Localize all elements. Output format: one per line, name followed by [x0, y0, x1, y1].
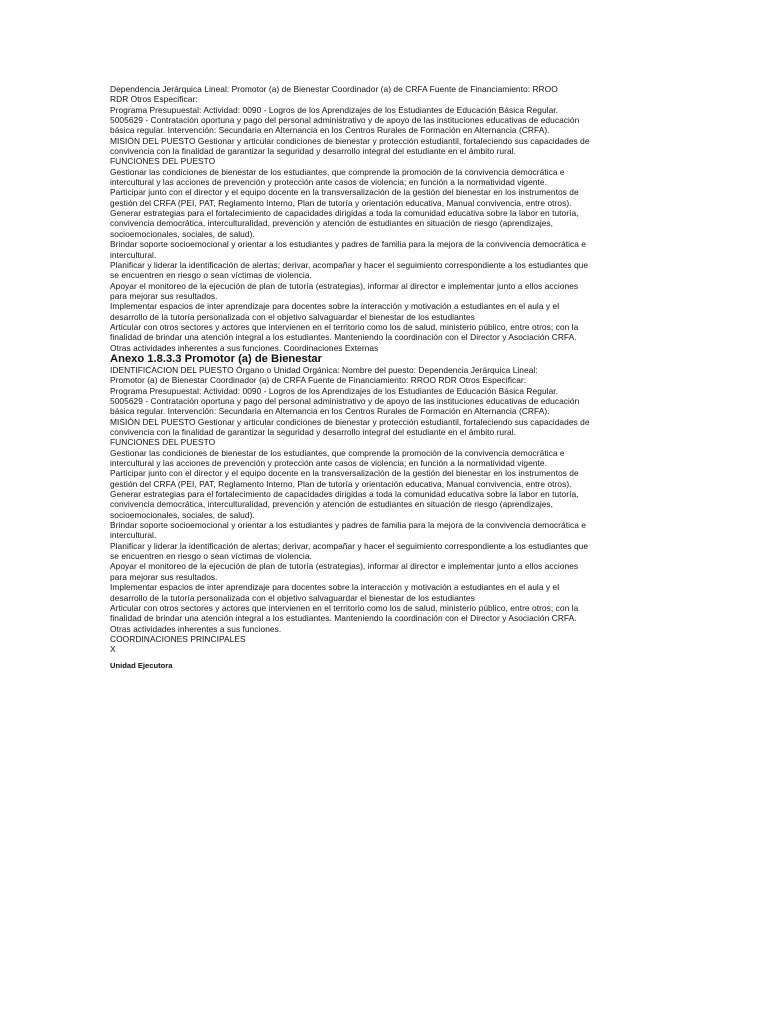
text-line: desarrollo de la tutoría personalizada con el objetivo salvaguardar el bienestar de los estudiantes: [110, 592, 475, 603]
text-line: Planificar y liderar la identificación de alertas; derivar, acompañar y hacer el seguimiento correspondiente a los estudiantes que: [110, 540, 589, 551]
text-line: intercultural.: [110, 249, 157, 260]
text-line: FUNCIONES DEL PUESTO: [110, 437, 216, 448]
text-line: Dependencia Jerárquica Lineal: Promotor (a) de Bienestar Coordinador (a) de CRFA Fuente de Financiamiento: RROO: [110, 84, 558, 94]
text-line: Brindar soporte socioemocional y orientar a los estudiantes y padres de familia para la mejora de la convivencia democrática e: [110, 520, 587, 531]
text-line: X: [110, 644, 116, 655]
text-line: Promotor (a) de Bienestar Coordinador (a) de CRFA Fuente de Financiamiento: RROO RDR Otros Especificar:: [110, 375, 527, 386]
text-line: Brindar soporte socioemocional y orientar a los estudiantes y padres de familia para la mejora de la convivencia democrática e: [110, 239, 587, 250]
text-line: MISIÓN DEL PUESTO Gestionar y articular condiciones de bienestar y protección estudiantil, fortaleciendo sus capacidades de: [110, 416, 590, 427]
text-line: se encuentren en riesgo o sean víctimas de violencia.: [110, 270, 312, 281]
text-line: desarrollo de la tutoría personalizada con el objetivo salvaguardar el bienestar de los estudiantes: [110, 311, 475, 322]
text-line: básica regular. Intervención: Secundaria en Alternancia en los Centros Rurales de Formación en Alternancia (CRFA).: [110, 125, 550, 136]
text-line: gestión del CRFA (PEI, PAT, Reglamento Interno, Plan de tutoría y orientación educativa, Manual convivencia, entre otros).: [110, 478, 572, 489]
text-block-2: [110, 365, 650, 655]
text-line: Participar junto con el director y el equipo docente en la transversalización de la gestión del bienestar en los instrumentos de: [110, 468, 579, 479]
annex-heading: Anexo 1.8.3.3 Promotor (a) de Bienestar: [110, 352, 323, 365]
text-line: Programa Presupuestal: Actividad: 0090 - Logros de los Aprendizajes de los Estudiantes de Educación Básica Regular.: [110, 104, 559, 115]
text-line: socioemocionales, sociales, de salud).: [110, 509, 255, 520]
text-line: Programa Presupuestal: Actividad: 0090 - Logros de los Aprendizajes de los Estudiantes de Educación Básica Regular.: [110, 385, 559, 396]
text-line: intercultural.: [110, 530, 157, 541]
document-page: [110, 84, 650, 673]
text-line: COORDINACIONES PRINCIPALES: [110, 633, 246, 644]
text-line: Planificar y liderar la identificación de alertas; derivar, acompañar y hacer el seguimiento correspondiente a los estudiantes que: [110, 259, 589, 270]
text-line: Articular con otros sectores y actores que intervienen en el territorio como los de salud, ministerio público, entre otros; con la: [110, 602, 579, 613]
text-line: Otras actividades inherentes a sus funciones.: [110, 623, 282, 634]
text-line: convivencia democrática, interculturalidad, prevención y atención de estudiantes en situación de riesgo (aprendizajes,: [110, 499, 554, 510]
text-line: Generar estrategias para el fortalecimiento de capacidades dirigidas a toda la comunidad educativa sobre la labor en tutoría,: [110, 208, 579, 219]
text-line: básica regular. Intervención: Secundaria en Alternancia en los Centros Rurales de Formación en Alternancia (CRFA).: [110, 406, 550, 417]
text-line: Articular con otros sectores y actores que intervienen en el territorio como los de salud, ministerio público, entre otros; con la: [110, 321, 579, 332]
text-line: Participar junto con el director y el equipo docente en la transversalización de la gestión del bienestar en los instrumentos de: [110, 187, 579, 198]
text-block-1: [110, 84, 650, 353]
text-line: gestión del CRFA (PEI, PAT, Reglamento Interno, Plan de tutoría y orientación educativa, Manual convivencia, entre otros).: [110, 197, 572, 208]
text-line: FUNCIONES DEL PUESTO: [110, 156, 216, 167]
text-line: 5005629 - Contratación oportuna y pago del personal administrativo y de apoyo de las instituciones educativas de educación: [110, 115, 580, 126]
text-line: intercultural y las acciones de prevención y protección ante casos de violencia; en función a la normatividad vigente.: [110, 177, 547, 188]
text-line: Apoyar el monitoreo de la ejecución de plan de tutoría (estrategias), informar al director e implementar junto a ellos acciones: [110, 280, 579, 291]
text-line: socioemocionales, sociales, de salud).: [110, 228, 255, 239]
text-line: Gestionar las condiciones de bienestar de los estudiantes, que comprende la promoción de la convivencia democrática e: [110, 166, 565, 177]
text-line: intercultural y las acciones de prevención y protección ante casos de violencia; en función a la normatividad vigente.: [110, 458, 547, 469]
unidad-ejecutora-label: Unidad Ejecutora: [110, 660, 173, 670]
text-line: para mejorar sus resultados.: [110, 571, 218, 582]
text-line: Implementar espacios de inter aprendizaje para docentes sobre la interacción y motivación a estudiantes en el aula y el: [110, 582, 560, 593]
text-line: convivencia democrática, interculturalidad, prevención y atención de estudiantes en situación de riesgo (aprendizajes,: [110, 218, 554, 229]
text-line: Implementar espacios de inter aprendizaje para docentes sobre la interacción y motivación a estudiantes en el aula y el: [110, 301, 560, 312]
text-line: Apoyar el monitoreo de la ejecución de plan de tutoría (estrategias), informar al director e implementar junto a ellos acciones: [110, 561, 579, 572]
text-line: para mejorar sus resultados.: [110, 290, 218, 301]
text-line: Otras actividades inherentes a sus funciones. Coordinaciones Externas: [110, 342, 379, 353]
text-line: se encuentren en riesgo o sean víctimas de violencia.: [110, 551, 312, 562]
text-line: 5005629 - Contratación oportuna y pago del personal administrativo y de apoyo de las instituciones educativas de educación: [110, 395, 580, 406]
text-line: Generar estrategias para el fortalecimiento de capacidades dirigidas a toda la comunidad educativa sobre la labor en tutoría,: [110, 489, 579, 500]
text-line: MISIÓN DEL PUESTO Gestionar y articular condiciones de bienestar y protección estudiantil, fortaleciendo sus capacidades de: [110, 135, 590, 146]
text-line: RDR Otros Especificar:: [110, 94, 198, 105]
text-line: finalidad de brindar una atención integral a los estudiantes. Manteniendo la coordinación con el Director y Asociación CRFA.: [110, 613, 577, 624]
text-line: IDENTIFICACION DEL PUESTO Órgano o Unidad Orgánica: Nombre del puesto: Dependencia Jerárquica Lineal:: [110, 364, 538, 375]
text-line: convivencia con la finalidad de garantizar la seguridad y desarrollo integral del estudiante en el ámbito rural.: [110, 146, 516, 157]
text-line: convivencia con la finalidad de garantizar la seguridad y desarrollo integral del estudiante en el ámbito rural.: [110, 427, 516, 437]
text-line: Gestionar las condiciones de bienestar de los estudiantes, que comprende la promoción de la convivencia democrática e: [110, 447, 565, 458]
text-line: finalidad de brindar una atención integral a los estudiantes. Manteniendo la coordinación con el Director y Asociación CRFA.: [110, 332, 577, 343]
